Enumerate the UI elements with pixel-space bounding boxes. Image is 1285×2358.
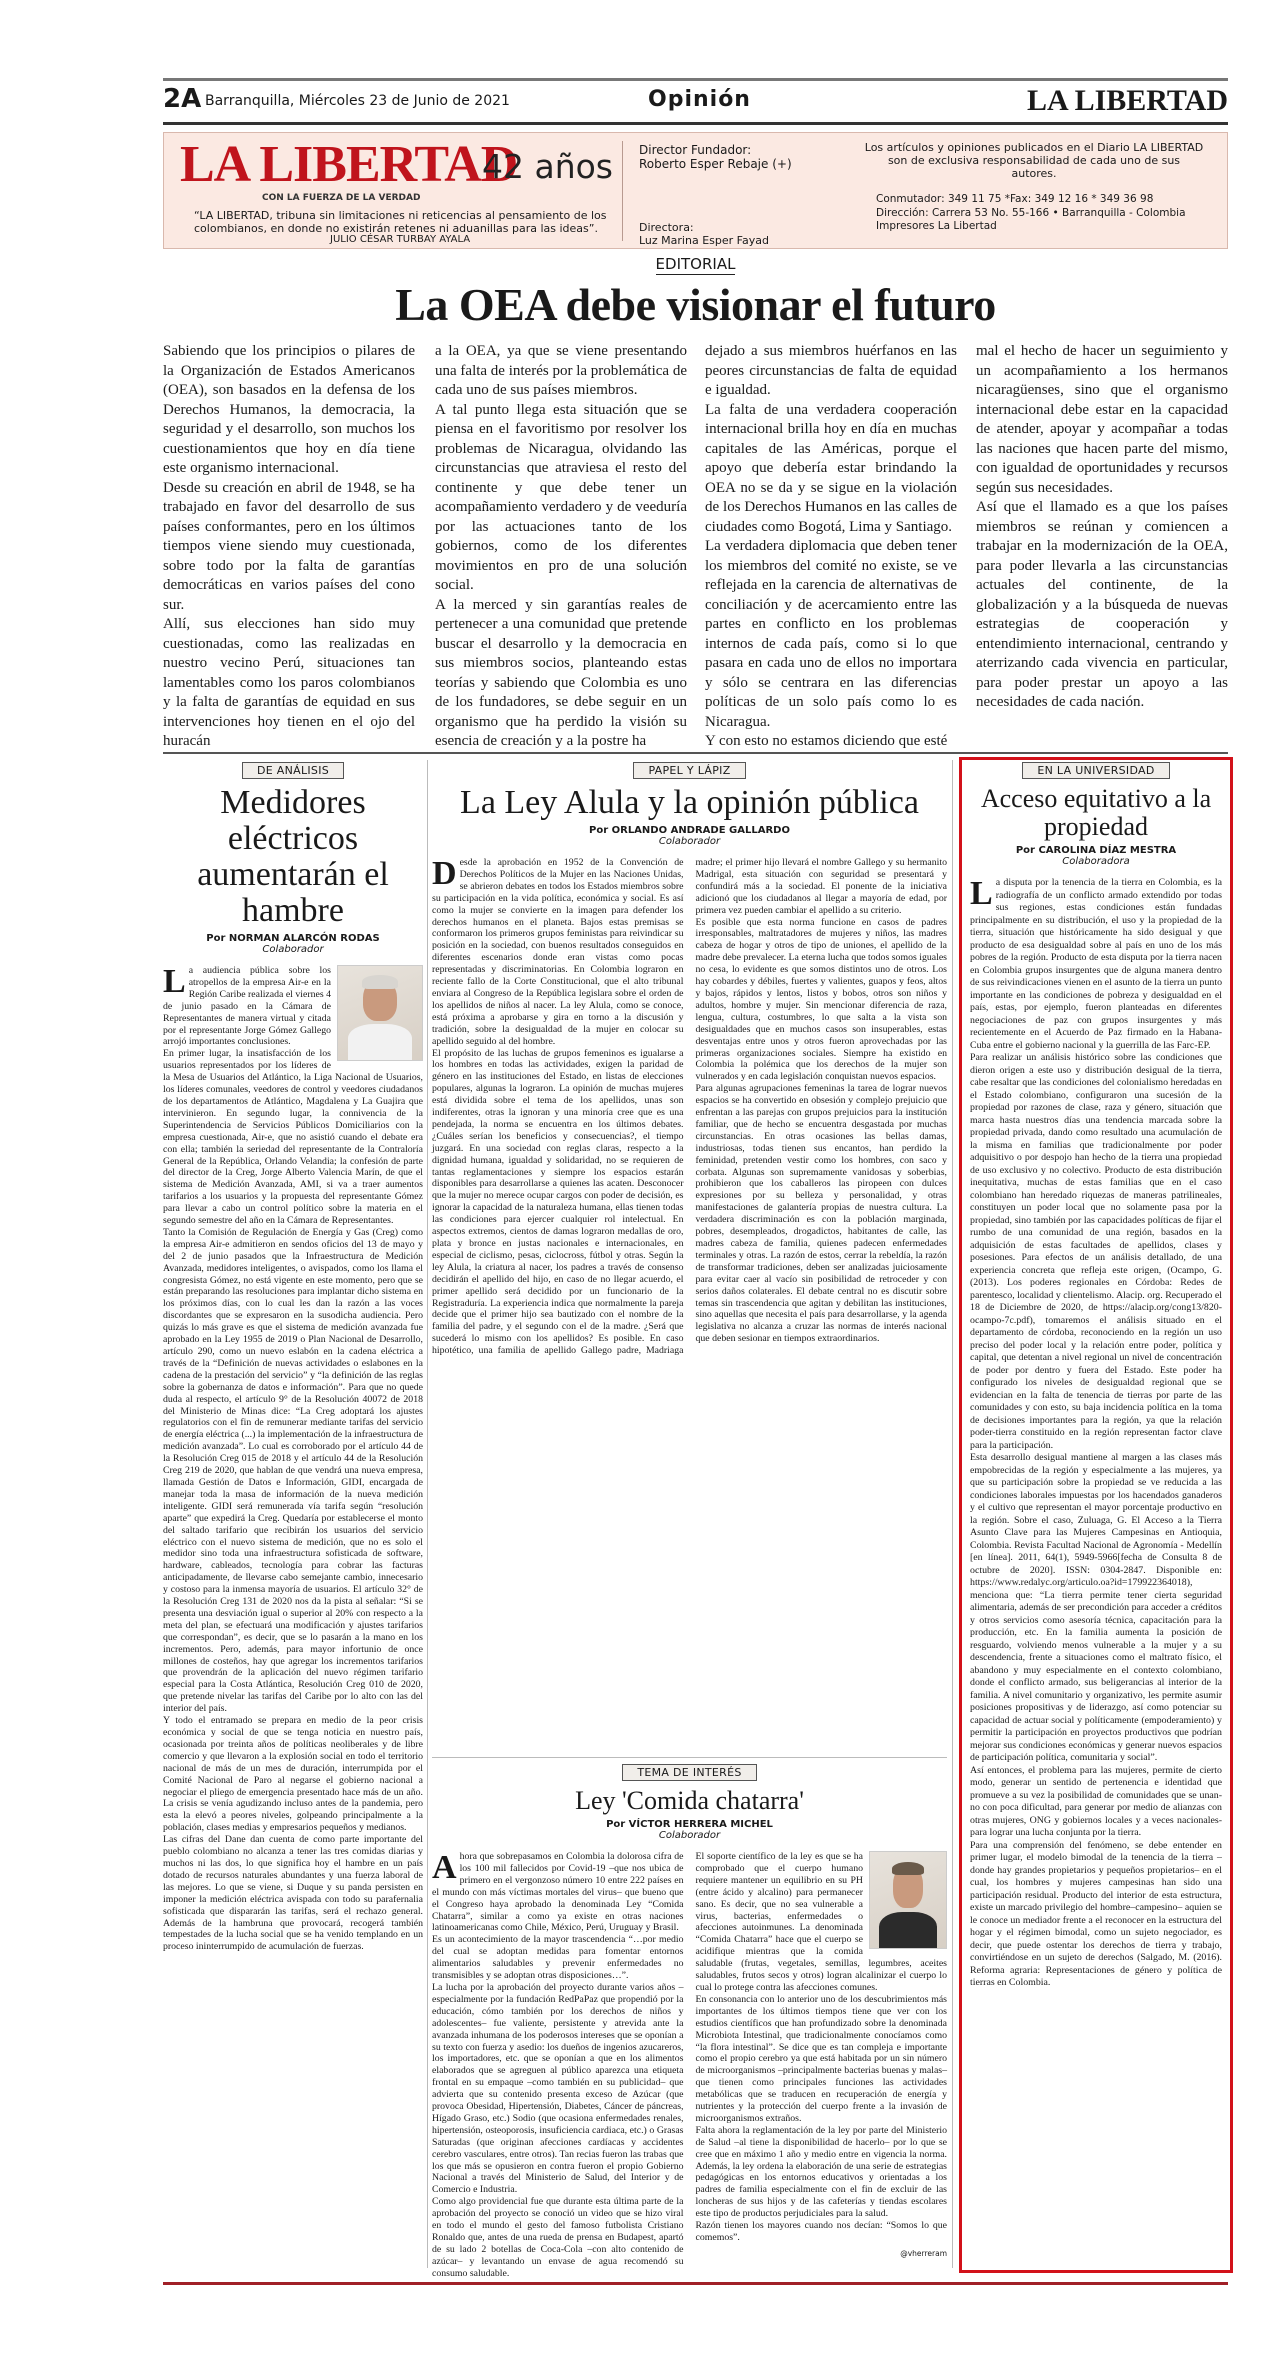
paragraph: Para realizar un análisis histórico sobre las condiciones que dieron origen a este uso y distribución desigual de la tierra, cabe resaltar que las condiciones del colonialismo heredadas en el Estado colombiano, configuraron una sucesión de la propiedad por razones de clase, raza y género, situación que marca hasta nuestros días una tendencia marcada sobre la propiedad privada, dando como resultado una acumulación de la misma en familias que tradicionalmente por poder adquisitivo o por despojo han hecho de la tierra una propiedad de uso exclusivo y no colectivo. Producto de esta distribución inequitativa, muchas de estas familias que en el caso colombiano han heredado riquezas de maneras patrilineales, constituyen un poder local que no solamente pasa por la propiedad, sino también por las capacidades políticas de fijar el rumbo de una comunidad de una región, basados en la adquisición de estas facultades de apellidos, clases y posesiones. Para efectos de un análisis detallado, de una experiencia concreta que refleja este origen, (Ocampo, G. (2013). Los poderes regionales en Córdoba: Redes de parentesco, localidad y clientelismo. Alacip. org. Recuperado el 18 de Diciembre de 2020, de https://alacip.org/cong13/820-ocampo-7c.pdf), tomaremos el análisis situado en el departamento de córdoba, reconociendo en la región un uso preciso del poder local y la relación entre poder, política y capital, que detentan a nivel regional un nivel de concentración de poder por dentro y fuera del Estado. Este poder ha configurado los niveles de desigualdad regional que se evidencian en la falta de tenencia de tierras por parte de las comunidades y con esto, su baja incidencia política en la toma de decisiones importantes para la región, ya que la relación poder-tierra constituido en la región representan factor clave para la participación.	[970, 1052, 1222, 1451]
article-alula	[432, 762, 947, 1747]
byline: Por VÍCTOR HERRERA MICHEL	[606, 1819, 773, 1830]
middle-column	[432, 760, 947, 2279]
editorial-column-4	[976, 342, 1228, 736]
paragraph: Así entonces, el problema para las mujeres, permite de cierto modo, generar un sentido de pertenencia e identidad que promueve a su vez la posibilidad de comunidades que se unan-no con poca dificultad, para generar por medio de alianzas con otras mujeres, ONG y gobiernos locales y a veces nacionales- para lograr una lucha conjunta por la tierra.	[970, 1764, 1222, 1838]
article-divider	[432, 1757, 947, 1758]
director-name: Luz Marina Esper Fayad	[639, 234, 769, 247]
article-headline: Ley 'Comida chatarra'	[575, 1786, 804, 1815]
masthead	[163, 132, 1228, 249]
byline: Por CAROLINA DÍAZ MESTRA	[1015, 845, 1177, 856]
paragraph: Sabiendo que los principios o pilares de la Organización de Estados Americanos (OEA), son basados en la defensa de los Derechos Humanos, la democracia, la seguridad y el desarrollo, son muchos los cuestionamientos que hoy en día tiene este organismo internacional.	[163, 343, 415, 476]
editorial-body	[163, 342, 1228, 749]
paragraph: A la merced y sin garantías reales de pertenecer a una comunidad que pretende buscar el desarrollo y la democracia en sus miembros socios, planteando estas teorías y sabiendo que Colombia es uno de los fundadores, se debe seguir en un organismo que ha perdido la visión su esencia de creación y a la postre ha	[435, 596, 687, 749]
byline-role: Colaboradora	[1062, 856, 1130, 867]
quote-author: JULIO CÉSAR TURBAY AYALA	[330, 234, 471, 245]
paragraph: Las cifras del Dane dan cuenta de como parte importante del pueblo colombiano no alcanza a tener las tres comidas diarias y muchos ni las dos, lo que significa hoy el hambre en un país dotado de recursos naturales abundantes y una fuerza laboral de las mejores. Lo que se viene, si Duque y su panda persisten en imponer la medición eléctrica avispada con todo su parafernalia sofisticada que dispararán las tarifas, será el rechazo general. Además de la hambruna que provocará, recogerá también tempestades de la lucha social que se ha venido templando en un proceso ininterrumpido de acumulación de fuerzas.	[163, 1834, 423, 1953]
column-rule	[952, 760, 953, 2268]
dateline: Barranquilla, Miércoles 23 de Junio de 2021	[205, 93, 510, 109]
anniversary-label: 42 años	[482, 147, 614, 186]
editorial-column-3	[705, 342, 957, 749]
article-body	[432, 1851, 947, 2280]
drop-cap: L	[970, 875, 993, 912]
masthead-quote: “LA LIBERTAD, tribuna sin limitaciones ni reticencias al pensamiento de los colombianos, en donde no existirán retenes ni aduanillas para las ideas”.	[194, 209, 607, 235]
paragraph: El propósito de las luchas de grupos femeninos es igualarse a los hombres en todas las actividades, exigen la paridad de género en las instituciones del Estado, en listas de elecciones populares, algunas la lograron. La opinión de muchas mujeres está dividida sobre el tema de los apellidos, unas son indiferentes, otras la ignoran y una minoría cree que es una pendejada, la norma se encuentra en los últimos debates. ¿Cuáles serían los beneficios y consecuencias?, el tiempo juzgará. En una sociedad con reglas claras, respecto a la dignidad humana, igualdad y solidaridad, no se requieren de tantas reglamentaciones y siempre los espacios estarán disponibles para desarrollarse a quienes las acaten. Desconocer que la mujer no merece ocupar cargos con poder de decisión, es ignorar la capacidad de la naturaleza humana, ellas tienen todas las condiciones para ejercer cualquier rol intelectual. En aspectos extremos, cientos de damas lograron medallas de oro, plata y bronce en justas nacionales e internacionales, en especial de ciclismo, pesas, ciclocross, fútbol y otras. Según la ley Alula, la criatura al nacer, los padres a través de consenso decidirán el apellido del hijo, en caso de no llegar acuerdo, el primer apellido será decidido por un funcionario de la Registraduría. La experiencia indica que normalmente la pareja decide que el primer hijo sea bautizado con el nombre de la familia del padre, y el segundo con el de la madre. ¿Será que sucederá lo mismo con los apellidos? Es posible. En caso hipotético, una familia de apellido Gallego padre, Madriaga madre; el primer hijo llevará el nombre Gallego y su hermanito Madrigal, esta situación con seguridad se presentará y confundirá más a la sociedad. El ponente de la iniciativa adicionó que los ciudadanos al llegar a mayoría de edad, por primera vez pueden cambiar el apellido a su criterio.	[432, 857, 947, 1357]
article-propiedad	[959, 757, 1233, 2273]
section-tag: DE ANÁLISIS	[242, 762, 344, 779]
phones: Conmutador: 349 11 75 *Fax: 349 12 16 * 349 36 98	[876, 193, 1154, 205]
paragraph: La falta de una verdadera cooperación internacional brilla hoy en día en muchas capitales de las Américas, porque el apoyo que debería estar brindando la OEA no se da y se sigue en la violación de los Derechos Humanos en las calles de ciudades como Bogotá, Lima y Santiago.	[705, 401, 957, 535]
founder-label: Director Fundador:	[639, 143, 752, 157]
paragraph: esde la aprobación en 1952 de la Convención de Derechos Políticos de la Mujer en las Naciones Unidas, se abrieron debates en todos los Estados miembros sobre su participación en la vida política, económica y social. Es así como la mujer se convierte en la imagen para defender los derechos humanos en el planeta. Bajos estas premisas se conformaron los primeros grupos feministas para reivindicar su posición en la sociedad, con buenos resultados conseguidos en diferentes escenarios donde eran vistas como pocas representadas y discriminatorias. En Colombia lograron en reciente fallo de la Corte Constitucional, que el alto tribunal enviara al Congreso de la República legislara sobre el orden de los apellidos de niños al nacer. La ley Alula, como se conoce, está próxima a aprobarse y gira en torno a la discusión y tradición, sobre la desigualdad de la mujer en colocar su apellido seguido al del hombre.	[432, 857, 684, 1047]
paragraph: mal el hecho de hacer un seguimiento y un acompañamiento a los hermanos nicaragüenses, sino que el organismo internacional debe estar en la capacidad de atender, apoyar y acompañar a todas las naciones que hacen parte del mismo, con igualdad de oportunidades y recursos según sus necesidades.	[976, 343, 1228, 496]
article-headline: Medidores eléctricos aumentarán el hambre	[197, 784, 389, 929]
paragraph: Para algunas agrupaciones femeninas la tarea de lograr nuevos espacios se ha convertido en obsesión y complejo prejuicio que enfrentan a las parejas con grupos prejuicios para la institución familiar, que de hecho se encuentra desgastada por muchas circunstancias. En otras ocasiones las bellas damas, industriosas, todas tienen sus encantos, han perdido la feminidad, pretenden vestir como los hombres, con saco y corbata. Algunas son supremamente vanidosas y soberbias, prohibieron que los caballeros las piropeen con dulces expresiones por su belleza y personalidad, y otras manifestaciones de galantería propias de nuestra cultura. La verdadera discriminación es con la población marginada, pobres, desempleados, drogadictos, habitantes de calle, las madres cabeza de familia, quienes padecen enfermedades terminales y otras. La razón de estos, cerrar la rebeldía, la razón de transformar tradiciones, deben ser analizadas juiciosamente para evitar caer al vacío sin posibilidad de retroceder y con serios daños colaterales. El debate central no es discutir sobre temas sin trascendencia que agitan y debilitan las instituciones, sino aquellas que necesita el país para desarrollarse, y la agenda legislativa no alcanza a cruzar las normas de interés nacional que deben sesionar en tiempos extraordinarios.	[695, 1083, 947, 1345]
paragraph: Y con esto no estamos diciendo que esté	[705, 733, 948, 749]
paragraph: Y todo el entramado se prepara en medio de la peor crisis económica y social de que se tenga noticia en nuestro país, ocasionada por treinta años de políticas neoliberales y de libre comercio y que llevaron a la explosión social en todo el territorio nacional de más de un mes de duración, interrumpida por el Comité Nacional de Paro al negarse el gobierno nacional a negociar el pliego de emergencia presentado hace más de un año. La crisis se venía agudizando incluso antes de la pandemia, pero esta la elevó a peores niveles, golpeando principalmente a la población, clases medias y empresarios pequeños y medianos.	[163, 1715, 423, 1834]
editorial-column-2	[435, 342, 687, 749]
article-chatarra	[432, 1764, 947, 2279]
paragraph: El soporte científico de la ley es que se ha comprobado que el cuerpo humano requiere mantener un equilibrio en su PH (entre ácido y alcalino) para permanecer sano. Es decir, que no sea vulnerable a virus, bacterias, enfermedades o afecciones autoinmunes. La denominada “Comida Chatarra” hace que el cuerpo se acidifique mientras que la comida saludable (frutas, vegetales, semillas, legumbres, aceites saludables, frutos secos y otros) logran alcalinizar el cuerpo lo cual lo protege contra las afecciones comunes.	[695, 1851, 947, 1993]
director-label: Directora:	[639, 221, 694, 234]
section-tag: TEMA DE INTERÉS	[622, 1764, 756, 1781]
byline: Por ORLANDO ANDRADE GALLARDO	[589, 825, 790, 836]
paragraph: Es posible que esta norma funcione en casos de padres irresponsables, maltratadores de mujeres y niños, las madres cabeza de hogar y otros de tipo de uniones, el apellido de la madre debe prevalecer. La eterna lucha que todos somos iguales no cesa, lo evidente es que somos distintos uno de otros. Los hay cobardes y débiles, fuertes y valientes, guapos y feos, altos y bajos, rápidos y lentos, listos y bobos, otros son niños y adultos, hombre y mujer. Sin mencionar diferencia de raza, lengua, cultura, costumbres, lo que salta a la vista son desigualdades que en muchos casos son insuperables, estas desventajas entre unos y otros fueron aprovechadas por las primeras organizaciones sociales. Siempre ha existido en Colombia la polémica que los derechos de la mujer son vulnerados y en cada legislación conquistan nuevos espacios.	[695, 916, 947, 1083]
paragraph: Es un acontecimiento de la mayor trascendencia “…por medio del cual se adoptan medidas para fomentar entornos alimentarios saludables y prevenir enfermedades no transmisibles y se adoptan otras disposiciones…”.	[432, 1934, 684, 1982]
section-rule	[163, 752, 1228, 754]
paragraph: Desde su creación en abril de 1948, se ha trabajado en favor del desarrollo de sus países conformantes, pero en los últimos tiempos viene siendo muy cuestionada, sobre todo por la falta de garantías democráticas en varios países del cono sur.	[163, 479, 415, 613]
top-rule	[163, 78, 1228, 81]
paragraph: La lucha por la aprobación del proyecto durante varios años –especialmente por la fundación RedPaPaz que propendió por la educación, cómo también por los derechos de niños y adolescentes– fue valiente, persistente y atrevida ante la avanzada inhumana de los poderosos intereses que se oponían a su texto con fuerza y asedio: los dueños de ingenios azucareros, los importadores, etc. que se oponían a que en los alimentos elaborados que se agreguen al público aparezca una etiqueta frontal en su empaque –como también en su publicidad– que advierta que su contenido presenta exceso de Azúcar (que provoca Obesidad, Hipertensión, Diabetes, Cáncer de páncreas, Hígado Graso, etc.) Sodio (que ocasiona enfermedades renales, hipertensión, osteoporosis, insuficiencia cardiaca, etc.) o Grasas Saturadas (que originan afecciones cardíacas y accidentes cerebro vasculares, entre otros). Tan recias fueron las trabas que los que más se opusieron en contra fueron el propio Gobierno Nacional a través del Ministerio de Salud, del Interior y de Comercio e Industria.	[432, 1981, 684, 2196]
article-headline: Acceso equitativo a la propiedad	[980, 784, 1212, 841]
byline-role: Colaborador	[658, 836, 721, 847]
paragraph: Así que el llamado es a que los países miembros se reúnan y comiencen a trabajar en la modernización de la OEA, para poder llevarla a las circunstancias actuales del continente, de la globalización y a la búsqueda de nuevas estrategias de cooperación y entendimiento internacional, centrando y aterrizando cada vivencia en particular, para poder prestar un apoyo a las necesidades de cada nación.	[976, 499, 1228, 710]
article-body	[163, 965, 423, 1953]
paragraph: a disputa por la tenencia de la tierra en Colombia, es la radiografía de un conflicto armado extendido por todas sus regiones, estas condiciones están fundadas principalmente en su distribución, el uso y la propiedad de la tierra, situación que históricamente ha sido desigual y que producto de esa desigualdad sobre al país en uno de los más pobres de la región. Producto de esta disputa por la tierra nacen en Colombia grupos insurgentes que de alguna manera dentro de sus reivindicaciones vienen en el asunto de la tierra un punto importante en las condiciones de pobreza y desigualdad en el país, estas, por ejemplo, fueron planteadas en diferentes negociaciones de paz con grupos insurgentes y más recientemente en el Acuerdo de Paz firmado en la Habana-Cuba entre el gobierno nacional y la guerrilla de las Farc-EP.	[970, 877, 1223, 1051]
author-photo	[869, 1851, 947, 1949]
newspaper-brand: LA LIBERTAD	[1027, 84, 1228, 117]
paragraph: Tanto la Comisión de Regulación de Energía y Gas (Creg) como la empresa Air-e admitieron en sendos oficios del 13 de mayo y del 2 de junio pasados que la Infraestructura de Medición Avanzada, medidores inteligentes, o avispados, como los llama el congresista Gómez, no está vigente en este momento, pero que se están preparando las resoluciones para implantar dicho sistema en los próximos días, con lo cual les dan la razón a las voces discordantes que se expresaron en la susodicha audiencia. Pero quizás lo más grave es que el sistema de medición avanzada fue aprobado en la Ley 1955 de 2019 o Plan Nacional de Desarrollo, artículo 290, como un nuevo eslabón en la cadena eléctrica a través de la “Definición de nuevas actividades o eslabones en la cadena de la prestación del servicio” y “la definición de las reglas sobre la gobernanza de datos e información”. Para que no quede duda al respecto, el artículo 9° de la Resolución 40072 de 2018 del Ministerio de Minas dice: “La Creg adoptará los ajustes regulatorios con el fin de remunerar mediante tarifas del servicio de energía eléctrica (...) la implementación de la infraestructura de medición avanzada”. Lo cual es corroborado por el artículo 44 de la Resolución Creg 015 de 2018 y el artículo 44 de la Resolución Creg 219 de 2020, que hablan de que vendrá una nueva empresa, llamada Gestión de Datos e Información, GIDI, encargada de manejar toda la masa de información de la nueva medición inteligente. GIDI será remunerada vía tarifa según “resolución aparte” que expedirá la Creg. Quedaría por establecerse el monto del saltado tarifario que recibirán los usuarios del servicio eléctrico con el nuevo sistema de medición, que no es solo el medidor sino toda una infraestructura sofisticada de software, hardware, cableados, tecnología para cobrar las facturas anticipadamente, de llevarse cabo semejante cambio, innecesario y costoso para la inmensa mayoría de usuarios. El artículo 32° de la Resolución Creg 131 de 2020 nos da la pista al señalar: “Si se presenta una desviación igual o superior al 20% con respecto a la meta del plan, se efectuará una modificación y ajustes tarifarios que correspondan”, es decir, que se lo pasarán a la mano en los incrementos. Pero, además, para mayor infortunio de once millones de costeños, hay que agregar los incrementos tarifarios que provendrán de la aplicación del nuevo régimen tarifario especial para la Costa Atlántica, Resolución Creg 010 de 2020, que pretende nivelar las tarifas del Caribe por lo alto con las del interior del país.	[163, 1226, 423, 1715]
byline: Por NORMAN ALARCÓN RODAS	[206, 933, 380, 944]
paragraph: dejado a sus miembros huérfanos en las peores circunstancias de falta de equidad e igualdad.	[705, 343, 957, 398]
paragraph: Como algo providencial fue que durante esta última parte de la aprobación del proyecto se conoció un video que se hizo viral en todo el mundo el gesto del famoso futbolista Cristiano Ronaldo que, antes de una rueda de prensa en Budapest, apartó de su lado 2 botellas de Coca-Cola –con alto contenido de azúcar– y levantando un envase de agua recomendó su consumo saludable.	[432, 2196, 684, 2279]
article-medidores	[163, 760, 423, 2268]
page-number: 2A	[163, 84, 202, 114]
paragraph: Falta ahora la reglamentación de la ley por parte del Ministerio de Salud –al tiene la disponibilidad de hacerlo– por lo que se cree que en máximo 1 año y medio entre en vigencia la norma. Además, la ley ordena la elaboración de una serie de estrategias pedagógicas en los entornos educativos y orientadas a los padres de familia especialmente con el fin de excluir de las loncheras de sus hijos y de las cafeterías y tiendas escolares este tipo de productos perjudiciales para la salud.	[695, 2124, 947, 2220]
address: Dirección: Carrera 53 No. 55-166 • Barranquilla - Colombia	[876, 206, 1186, 219]
byline-role: Colaborador	[658, 1830, 721, 1841]
paragraph: La verdadera diplomacia que deben tener los miembros del comité no existe, se ve reflejada en la carencia de alternativas de conciliación y de acercamiento entre las partes en conflicto en los problemas internos de cada país, como si lo que pasara en cada uno de ellos no importara y sólo se centrara en las diferencias políticas de un solo país como lo es Nicaragua.	[705, 538, 957, 730]
bottom-rule	[163, 2282, 1228, 2285]
paragraph: Para una comprensión del fenómeno, se debe entender en primer lugar, el modelo bimodal de la tenencia de la tierra –donde hay grandes propietarios y pequeños propietarios– en el cual, los hombres y mujeres campesinas han sido una participación residual. Producto del interior de esta estructura, existe un marcado privilegio del hombre–campesino– aquien se le conoce un mediador frente a el reconocer en la estructura del hogar y el régimen bimodal, como un sujeto negociador, es decir, que puede ostentar los derechos de tierra y trabajo, convirtiéndose en un sujeto de derechos (Salgado, M. (2016). Reforma agraria: Representaciones de género y política de tierras en Colombia.	[970, 1839, 1222, 1988]
drop-cap: D	[432, 855, 457, 892]
paragraph: En primer lugar, la insatisfacción de los usuarios representados por los líderes de la Mesa de Usuarios del Atlántico, la Liga Nacional de Usuarios, los líderes comunales, veedores de control y veedores ciudadanos de los departamentos de Atlántico, Magdalena y La Guajira que intervinieron. En segundo lugar, la connivencia de la Superintendencia de Servicios Públicos Domiciliarios con la empresa cuestionada, Air-e, que no asistió cuando el debate era con ella; también la seriedad del representante de la Contraloría General de la República, Orlando Velandia; la confesión de parte del director de la Creg, Jorge Alberto Valencia Marín, de que el sistema de Medición Avanzada, AMI, si va a traer aumentos tarifarios a los usuarios y la propuesta del representante Gómez para llevar a cabo un control político sobre la materia en el segundo semestre del año en la Cámara de Representantes.	[163, 1048, 423, 1227]
article-headline: La Ley Alula y la opinión pública	[460, 784, 919, 821]
paragraph: hora que sobrepasamos en Colombia la dolorosa cifra de los 100 mil fallecidos por Covid-19 –que nos ubica de primero en el vergonzoso número 10 entre 222 países en el mundo con más víctimas mortales del virus– que bueno que el Congreso haya aprobado la denominada Ley “Comida Chatarra”, similar a como ya existe en otras naciones latinoamericanas como Chile, México, Perú, Uruguay y Brasil.	[432, 1851, 684, 1934]
printer: Impresores La Libertad	[876, 220, 997, 232]
drop-cap: A	[432, 1849, 457, 1886]
twitter-handle: @vherreram	[900, 2248, 947, 2258]
section-name: Opinión	[648, 87, 751, 112]
masthead-logo: LA LIBERTAD	[180, 136, 518, 193]
author-photo	[337, 965, 423, 1061]
masthead-divider	[622, 141, 623, 241]
masthead-tagline: CON LA FUERZA DE LA VERDAD	[262, 193, 421, 203]
paragraph: Allí, sus elecciones han sido muy cuestionadas, como las realizadas en nuestro vecino Perú, situaciones tan lamentables como los paros colombianos y la falta de garantías de equidad en sus intervenciones hoy tienen en el ojo del huracán	[163, 616, 415, 749]
editorial-kicker: EDITORIAL	[655, 255, 736, 273]
drop-cap: L	[163, 963, 186, 1000]
byline-role: Colaborador	[262, 944, 324, 955]
section-tag: PAPEL Y LÁPIZ	[633, 762, 745, 779]
paragraph: a la OEA, ya que se viene presentando una falta de interés por la problemática de cada uno de sus países miembros.	[435, 343, 687, 398]
editorial-headline: La OEA debe visionar el futuro	[395, 279, 996, 330]
paragraph: A tal punto llega esta situación que se piensa en el favoritismo por resolver los problemas de Nicaragua, olvidando las circunstancias que atraviesa el resto del continente y que debe tener un acompañamiento verdadero y de veeduría por las actuaciones tanto de los gobiernos, como de los diferentes movimientos en pro de una solución social.	[435, 401, 687, 593]
contact-info	[876, 193, 1216, 234]
paragraph: En consonancia con lo anterior uno de los descubrimientos más importantes de los últimos tiempos tiene que ver con los estudios científicos que han profundizado sobre la denominada Microbiota Intestinal, que tradicionalmente conocíamos como “la flora intestinal”. Se dice que es tan compleja e importante como el propio cerebro ya que está habitada por un sin número de microorganismos –principalmente bacterias buenas y malas– que tienen como principales funciones las actividades metabólicas que se traducen en recuperación de energía y nutrientes y la protección del cuerpo frente a la invasión de microorganismos extraños.	[695, 1993, 947, 2124]
article-body	[432, 857, 947, 1357]
article-body	[970, 877, 1222, 2272]
paragraph: a audiencia pública sobre los atropellos de la empresa Air-e en la Región Caribe realizada el viernes 4 de junio pasado en la Cámara de Representantes de manera virtual y citada por el representante Jorge Gómez Gallego arrojó importantes conclusiones.	[163, 965, 331, 1048]
editorial-column-1	[163, 342, 415, 749]
section-tag: EN LA UNIVERSIDAD	[1022, 762, 1169, 779]
paragraph: Esta desarrollo desigual mantiene al margen a las clases más empobrecidas de la región y especialmente a las mujeres, ya que su participación sobre la propiedad se ve reducida a las condiciones laborales impuestas por los hacendados ganaderos y el cultivo que representan el mayor porcentaje productivo en la región. Sobre el caso, Zuluaga, G. El Acceso a la Tierra Asunto Clave para las Mujeres Campesinas en Antioquia, Colombia. Revista Facultad Nacional de Agronomía - Medellín [en línea]. 2011, 64(1), 5949-5966[fecha de Consulta 8 de octubre de 2020]. ISSN: 0304-2847. Disponible en: https://www.redalyc.org/articulo.oa?id=179922364018), menciona que: “La tierra permite tener cierta seguridad alimentaria, además de ser precondición para acceder a créditos y otros servicios como asesoría técnica, capacitación para la producción, etc. En la familia aumenta la posición de resguardo, volviendo menos vulnerable a la mujer y a su descendencia, frente a situaciones como el maltrato físico, el abandono y muy especialmente en el contexto colombiano, donde el conflicto armado, sus beligerancias al interior de la familia. A nivel comunitario y organizativo, les permite asumir posiciones propositivas y de liderazgo, así como potenciar su capacidad de actuar social y políticamente (empoderamiento) y permitir la participación en proyectos productivos que podrían mejorar sus condiciones económicas y generar nuevos espacios de participación política, comunitaria y social”.	[970, 1452, 1222, 1763]
founder-name: Roberto Esper Rebaje (+)	[639, 157, 792, 171]
page-header	[163, 84, 1228, 120]
header-rule	[163, 122, 1228, 125]
disclaimer: Los artículos y opiniones publicados en el Diario LA LIBERTAD son de exclusiva responsabilidad de cada uno de sus autores.	[864, 141, 1204, 180]
paragraph: Razón tienen los mayores cuando nos decían: “Somos lo que comemos”.	[695, 2220, 947, 2243]
column-rule	[427, 760, 428, 2268]
